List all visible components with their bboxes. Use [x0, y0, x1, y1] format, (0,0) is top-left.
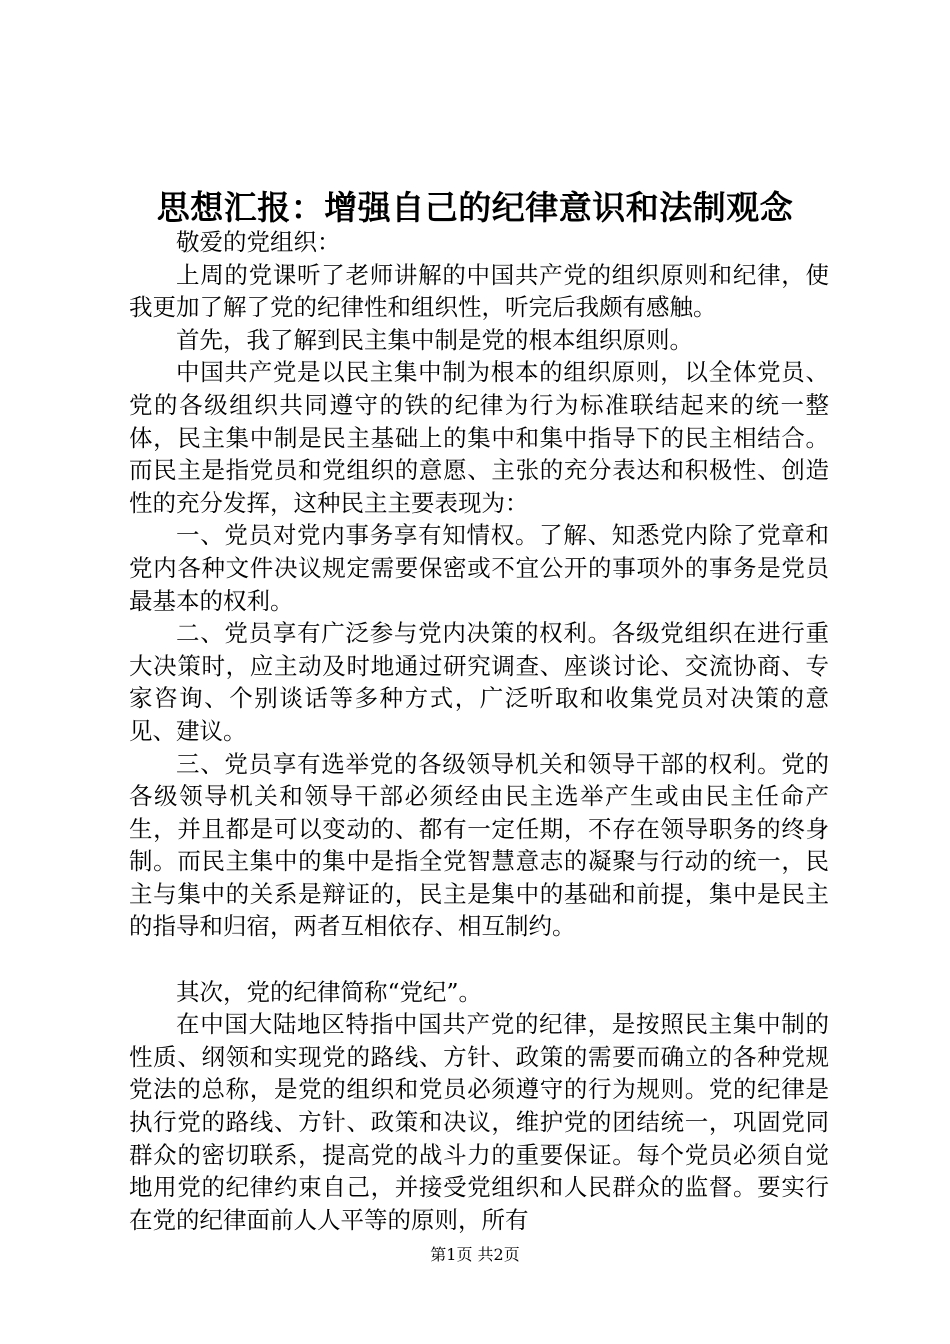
- paragraph: 首先，我了解到民主集中制是党的根本组织原则。: [176, 325, 693, 354]
- document-title: 思想汇报：增强自己的纪律意识和法制观念: [156, 188, 794, 227]
- document-body: [129, 226, 829, 1236]
- paragraph: 中国共产党是以民主集中制为根本的组织原则，以全体党员、党的各级组织共同遵守的铁的纪律为行为标准联结起来的统一整体，民主集中制是民主基础上的集中和集中指导下的民主相结合。而民主是指党员和党组织的意愿、主张的充分表达和积极性、创造性的充分发挥，这种民主主要表现为：: [129, 358, 829, 517]
- paragraph: 在中国大陆地区特指中国共产党的纪律，是按照民主集中制的性质、纲领和实现党的路线、方针、政策的需要而确立的各种党规党法的总称，是党的组织和党员必须遵守的行为规则。党的纪律是执行党的路线、方针、政策和决议，维护党的团结统一，巩固党同群众的密切联系，提高党的战斗力的重要保证。每个党员必须自觉地用党的纪律约束自己，并接受党组织和人民群众的监督。要实行在党的纪律面前人人平等的原则，所有: [129, 1010, 829, 1234]
- page-footer: 第1页 共2页: [430, 1245, 520, 1264]
- paragraph: 其次，党的纪律简称“党纪”。: [176, 977, 483, 1006]
- paragraph: 一、党员对党内事务享有知情权。了解、知悉党内除了党章和党内各种文件决议规定需要保密或不宜公开的事项外的事务是党员最基本的权利。: [129, 521, 829, 615]
- paragraph: 三、党员享有选举党的各级领导机关和领导干部的权利。党的各级领导机关和领导干部必须经由民主选举产生或由民主任命产生，并且都是可以变动的、都有一定任期，不存在领导职务的终身制。而民主集中的集中是指全党智慧意志的凝聚与行动的统一，民主与集中的关系是辩证的，民主是集中的基础和前提，集中是民主的指导和归宿，两者互相依存、相互制约。: [129, 749, 829, 941]
- paragraph: 上周的党课听了老师讲解的中国共产党的组织原则和纪律，使我更加了解了党的纪律性和组织性，听完后我颇有感触。: [129, 260, 829, 322]
- paragraph: 二、党员享有广泛参与党内决策的权利。各级党组织在进行重大决策时，应主动及时地通过研究调查、座谈讨论、交流协商、专家咨询、个别谈话等多种方式，广泛听取和收集党员对决策的意见、建议。: [129, 619, 829, 745]
- salutation: 敬爱的党组织：: [176, 228, 341, 256]
